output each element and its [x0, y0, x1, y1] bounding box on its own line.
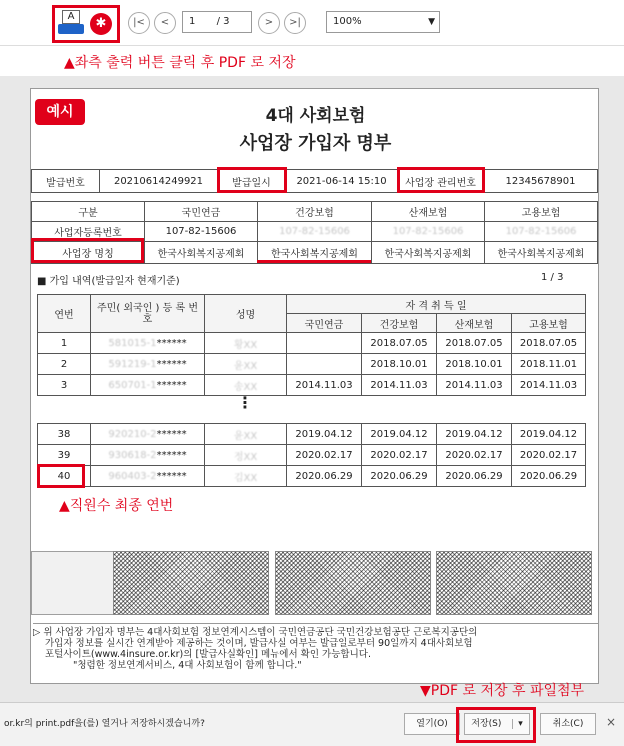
row-accident: 2020.02.17 — [437, 445, 512, 466]
issue-no-label: 발급번호 — [32, 170, 100, 193]
pdf-toolbar — [0, 0, 624, 46]
row-id — [91, 354, 205, 375]
row-employ: 2020.06.29 — [512, 466, 586, 487]
row-id — [91, 424, 205, 445]
issue-dt-highlight — [217, 167, 287, 193]
barcode-2 — [113, 551, 269, 615]
doc-title-1: 4대 사회보험 — [265, 106, 366, 126]
sub-header: 고용보험 — [512, 314, 586, 333]
top-annotation: ▲좌측 출력 버튼 클릭 후 PDF 로 저장 — [64, 55, 296, 71]
row-id-mask: ****** — [156, 428, 187, 440]
chevron-down-icon: ▼ — [428, 17, 435, 27]
issue-dt: 2021-06-14 15:10 — [286, 170, 398, 193]
row-health: 2020.06.29 — [362, 466, 437, 487]
reg-value: 107-82-15606 — [145, 222, 258, 242]
download-message: or.kr의 print.pdf을(를) 열거나 저장하시겠습니까? — [4, 719, 205, 729]
table-row — [38, 333, 586, 354]
barcode-4 — [436, 551, 592, 615]
close-icon[interactable]: × — [606, 715, 617, 729]
row-pension: 2014.11.03 — [287, 375, 362, 396]
prev-page-button[interactable]: < — [154, 12, 176, 34]
save-label: 저장(S) — [471, 719, 502, 729]
row-id-mask: ****** — [156, 358, 187, 370]
table-row — [38, 466, 586, 487]
members-table-bottom — [37, 423, 586, 487]
row-name — [205, 354, 287, 375]
ins-header: 고용보험 — [485, 202, 598, 222]
col-group: 자 격 취 득 일 — [287, 295, 586, 314]
document-page — [30, 88, 599, 684]
ins-header: 국민연금 — [145, 202, 258, 222]
row-employ: 2018.07.05 — [512, 333, 586, 354]
row-id — [91, 445, 205, 466]
row-employ: 2019.04.12 — [512, 424, 586, 445]
row-pension: 2020.06.29 — [287, 466, 362, 487]
col-id — [91, 295, 205, 333]
row-pension: 2019.04.12 — [287, 424, 362, 445]
doc-title-2: 사업장 가입자 명부 — [239, 133, 392, 154]
mgmt-no: 12345678901 — [484, 170, 598, 193]
table-row — [38, 354, 586, 375]
barcode-3 — [275, 551, 431, 615]
row-id-prefix: 591219-1 — [108, 358, 157, 370]
notice-line: "청렴한 정보연계서비스, 4대 사회보험이 함께 합니다." — [73, 660, 302, 671]
notice-line: 가입자 정보를 실시간 연계받아 제공하는 것이며, 발급사실 여부는 발급일로부터 90일까지 4대사회보험 — [45, 638, 473, 649]
save-annotation: ▼PDF 로 저장 후 파일첨부 — [420, 683, 585, 699]
notice-block — [33, 623, 598, 671]
row-name-text: 송XX — [233, 381, 258, 393]
ins-header: 구분 — [32, 202, 145, 222]
name-value: 한국사회복지공제회 — [145, 242, 258, 264]
row-seq: 40 — [38, 466, 91, 487]
row-name — [205, 466, 287, 487]
row-accident: 2018.10.01 — [437, 354, 512, 375]
row-employ: 2014.11.03 — [512, 375, 586, 396]
row-id-mask: ****** — [156, 379, 187, 391]
row-accident: 2018.07.05 — [437, 333, 512, 354]
row-id-mask: ****** — [156, 470, 187, 482]
ins-header: 건강보험 — [258, 202, 372, 222]
row-name — [205, 333, 287, 354]
name-value: 한국사회복지공제회 — [372, 242, 485, 264]
name-label: 사업장 명칭 — [32, 242, 145, 264]
row-id-prefix: 650701-1 — [108, 379, 157, 391]
row-accident: 2019.04.12 — [437, 424, 512, 445]
name-label-highlight — [31, 238, 144, 263]
row-id — [91, 333, 205, 354]
row-id — [91, 466, 205, 487]
name-value: 한국사회복지공제회 — [485, 242, 598, 264]
row-pension — [287, 354, 362, 375]
row-id-prefix: 960403-2 — [108, 470, 157, 482]
notice-line: ▷ 위 사업장 가입자 명부는 4대사회보험 정보연계시스템이 국민연금공단 국민건강보험공단 근로복지공단의 — [33, 627, 478, 638]
zoom-value: 100% — [333, 16, 362, 27]
section-title: ■ 가입 내역(발급일자 현재기준) — [37, 276, 180, 287]
sub-header: 국민연금 — [287, 314, 362, 333]
page-total: / 3 — [216, 16, 230, 27]
save-dropdown-icon[interactable]: ▾ — [512, 719, 523, 729]
last-row-annotation: ▲직원수 최종 연번 — [59, 498, 174, 514]
row-name-text: 정XX — [233, 451, 258, 463]
row-id-prefix: 581015-1 — [108, 337, 157, 349]
row-employ: 2018.11.01 — [512, 354, 586, 375]
page-current: 1 — [189, 16, 196, 27]
notice-line: 포털사이트(www.4insure.or.kr)의 [발급사실확인] 메뉴에서 확인 가능합니다. — [45, 649, 371, 660]
members-table-top — [37, 294, 586, 396]
row-name — [205, 445, 287, 466]
print-button-highlight — [52, 5, 120, 43]
row-health: 2019.04.12 — [362, 424, 437, 445]
row-accident: 2020.06.29 — [437, 466, 512, 487]
row-name-text: 김XX — [233, 472, 258, 484]
row-name-text: 황XX — [233, 339, 258, 351]
mgmt-highlight — [397, 167, 485, 193]
row-seq: 3 — [38, 375, 91, 396]
page-indicator: 1 / 3 — [541, 272, 564, 283]
row-employ: 2020.02.17 — [512, 445, 586, 466]
col-seq: 연번 — [38, 295, 91, 333]
reg-label: 사업자등록번호 — [32, 222, 145, 242]
row-id-prefix: 920210-2 — [108, 428, 157, 440]
col-name: 성명 — [205, 295, 287, 333]
first-page-button[interactable]: |< — [128, 12, 150, 34]
reg-value: 107-82-15606 — [485, 222, 598, 242]
name-underline — [257, 260, 371, 263]
row-pension: 2020.02.17 — [287, 445, 362, 466]
row-pension — [287, 333, 362, 354]
issue-dt-label: 발급일시 — [218, 170, 286, 193]
zoom-select[interactable] — [326, 11, 440, 33]
page-input[interactable] — [182, 11, 252, 33]
row-seq: 38 — [38, 424, 91, 445]
col-id-label: 주민( 외국인 ) 등 록 번 호 — [97, 302, 198, 325]
row-health: 2020.02.17 — [362, 445, 437, 466]
sub-header: 건강보험 — [362, 314, 437, 333]
issue-no: 20210614249921 — [100, 170, 218, 193]
row-seq: 39 — [38, 445, 91, 466]
last-page-button[interactable]: >| — [284, 12, 306, 34]
table-row — [38, 375, 586, 396]
cancel-button[interactable]: 취소(C) — [540, 713, 596, 735]
row-seq: 2 — [38, 354, 91, 375]
row-health: 2014.11.03 — [362, 375, 437, 396]
table-row — [38, 424, 586, 445]
name-value: 한국사회복지공제회 — [258, 242, 372, 264]
last-row-highlight — [37, 464, 85, 488]
row-health: 2018.10.01 — [362, 354, 437, 375]
row-id-mask: ****** — [156, 449, 187, 461]
issue-info-table — [31, 169, 598, 193]
row-id-mask: ****** — [156, 337, 187, 349]
row-accident: 2014.11.03 — [437, 375, 512, 396]
ellipsis: ⋮ — [237, 393, 253, 412]
row-name-text: 윤XX — [233, 360, 258, 372]
mgmt-label: 사업장 관리번호 — [398, 170, 484, 193]
reg-value: 107-82-15606 — [258, 222, 372, 242]
row-id — [91, 375, 205, 396]
sub-header: 산재보험 — [437, 314, 512, 333]
open-button[interactable]: 열기(O) — [404, 713, 460, 735]
table-row — [38, 445, 586, 466]
download-bar — [0, 702, 624, 746]
example-badge: 예시 — [35, 99, 85, 125]
next-page-button[interactable]: > — [258, 12, 280, 34]
row-seq: 1 — [38, 333, 91, 354]
row-health: 2018.07.05 — [362, 333, 437, 354]
ins-header: 산재보험 — [372, 202, 485, 222]
row-id-prefix: 930618-2 — [108, 449, 157, 461]
reg-value: 107-82-15606 — [372, 222, 485, 242]
row-name — [205, 424, 287, 445]
save-highlight — [456, 707, 536, 743]
row-name-text: 윤XX — [233, 430, 258, 442]
print-icon-letter: A — [62, 10, 80, 24]
pdf-icon[interactable]: ✱ — [90, 13, 112, 35]
